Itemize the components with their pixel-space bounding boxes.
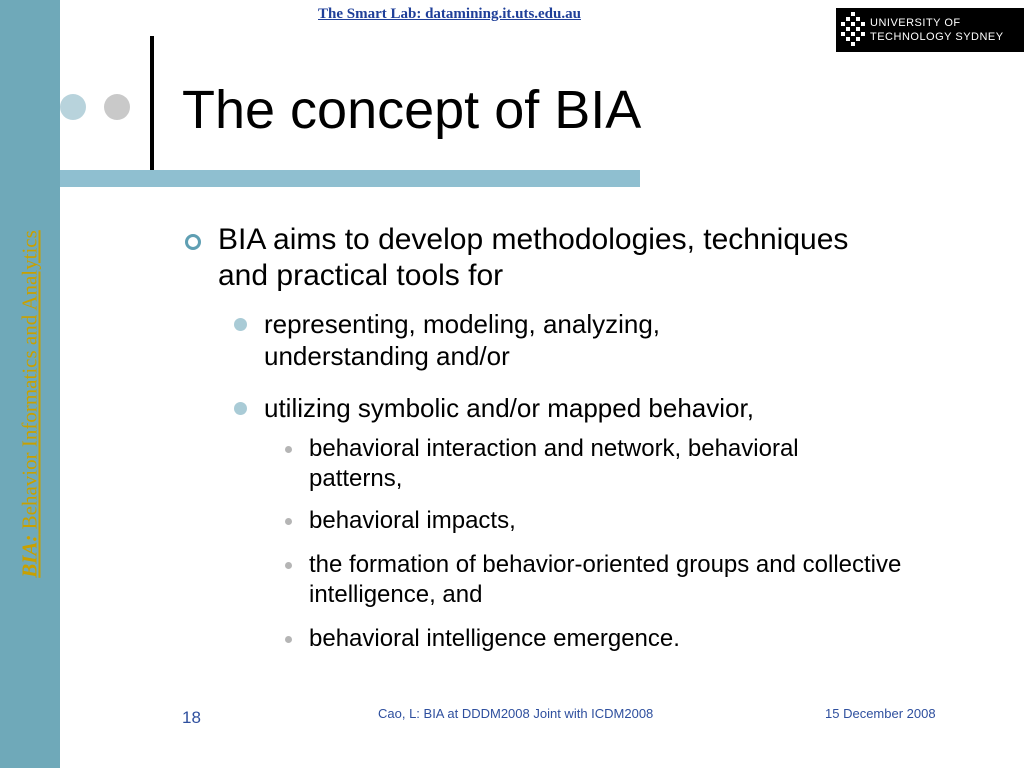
- bullet-small-icon: [285, 562, 292, 569]
- bullet-subsub-4: behavioral intelligence emergence.: [309, 625, 680, 652]
- page-number: 18: [182, 708, 201, 727]
- bullet-sub-2: utilizing symbolic and/or mapped behavior,: [264, 393, 754, 423]
- logo-line-1: UNIVERSITY OF: [870, 17, 961, 29]
- sidebar: [0, 0, 60, 768]
- footer-date: 15 December 2008: [825, 706, 936, 721]
- bullet-main: BIA aims to develop methodologies, techniques and practical tools for: [218, 223, 849, 292]
- sidebar-title: [18, 230, 43, 578]
- bullet-subsub-2: behavioral impacts,: [309, 507, 516, 534]
- title-divider: [150, 36, 154, 170]
- decorative-dot-gray: [104, 94, 130, 120]
- bullet-dot-icon: [234, 402, 247, 415]
- logo-line-2: TECHNOLOGY SYDNEY: [870, 31, 1004, 43]
- bullet-small-icon: [285, 518, 292, 525]
- footer-citation: Cao, L: BIA at DDDM2008 Joint with ICDM2008: [378, 706, 654, 721]
- bullet-subsub-1: behavioral interaction and network, behavioral patterns,: [309, 435, 799, 492]
- bullet-ring-icon: [185, 234, 201, 250]
- bullet-subsub-3: the formation of behavior-oriented groups and collective intelligence, and: [309, 551, 902, 608]
- header-link[interactable]: The Smart Lab: datamining.it.uts.edu.au: [318, 6, 581, 22]
- bullet-small-icon: [285, 636, 292, 643]
- bullet-small-icon: [285, 446, 292, 453]
- bullet-sub-1: representing, modeling, analyzing, understanding and/or: [264, 309, 661, 371]
- slide-title: The concept of BIA: [182, 80, 642, 140]
- sidebar-title-prefix: BIA:: [17, 534, 42, 578]
- sidebar-title-text: Behavior Informatics and Analytics: [17, 230, 42, 535]
- bullet-dot-icon: [234, 318, 247, 331]
- title-underline-bar: [60, 170, 640, 187]
- decorative-dot-blue: [60, 94, 86, 120]
- logo-text: [870, 16, 1004, 44]
- uts-emblem-icon: [838, 10, 868, 50]
- university-logo: [836, 8, 1024, 52]
